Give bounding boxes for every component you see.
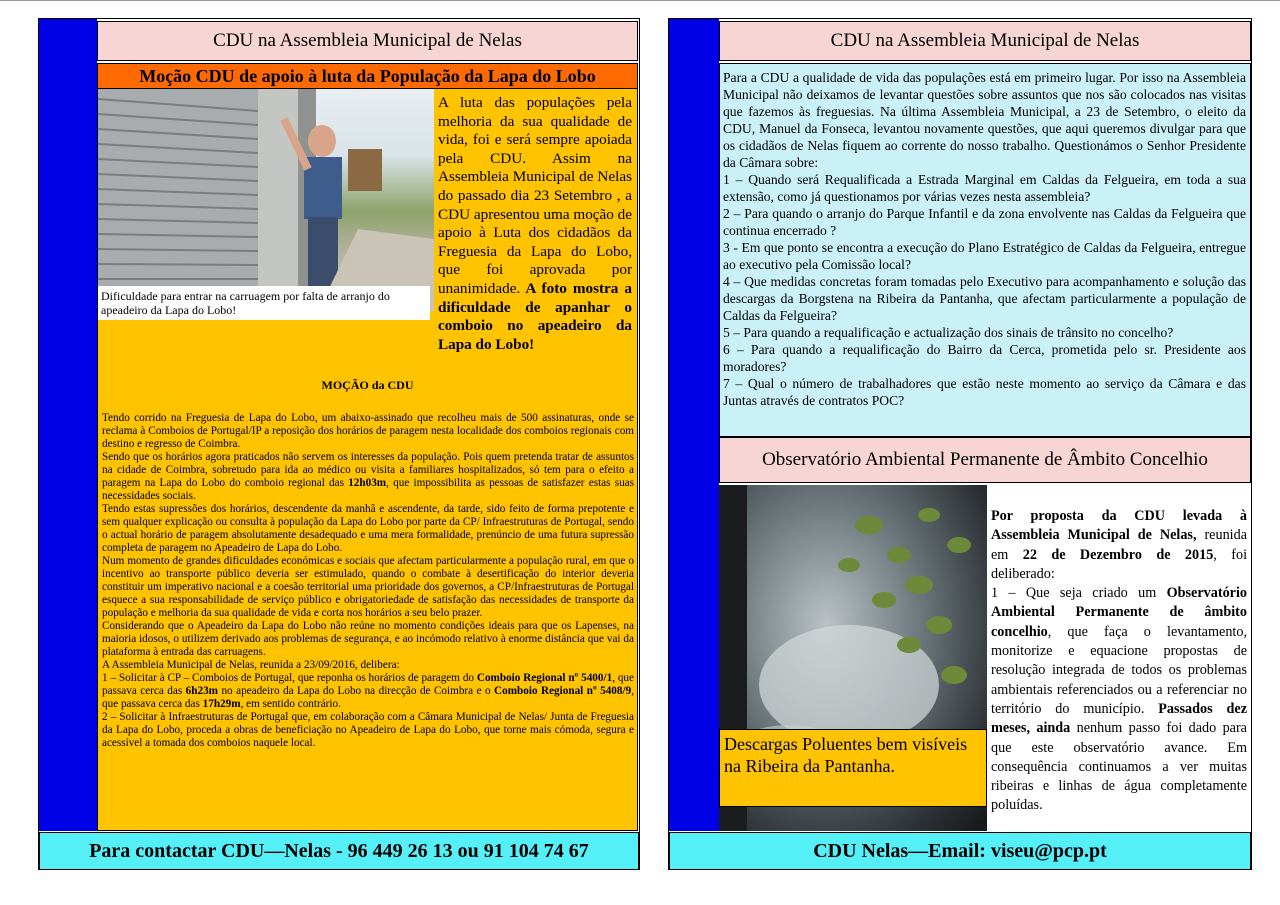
left-article <box>97 63 638 831</box>
motion-bold-text: 6h23m <box>185 685 218 697</box>
left-header-text: CDU na Assembleia Municipal de Nelas <box>213 30 522 51</box>
train-caption-text: Dificuldade para entrar na carruagem por falta de arranjo do apeadeiro da Lapa do Lobo! <box>101 289 390 317</box>
question-item: 7 – Qual o número de trabalhadores que estão neste momento ao serviço da Câmara e das Juntas através de contratos POC? <box>723 376 1246 408</box>
intro-text <box>438 94 632 354</box>
question-item: 6 – Para quando a requalificação do Bairro da Cerca, prometida pelo sr. Presidente aos moradores? <box>723 342 1246 374</box>
left-page <box>38 18 640 870</box>
motion-text: no apeadeiro da Lapa do Lobo na direcção de Coimbra e o <box>218 685 495 697</box>
motion-title-text: MOÇÃO da CDU <box>321 378 414 392</box>
motion-paragraph: A Assembleia Municipal de Nelas, reunida a 23/09/2016, delibera: <box>102 659 400 671</box>
motion-paragraph: Num momento de grandes dificuldades económicas e sociais que afectam particularmente a população rural, em que o incentivo ao transporte público deveria ser estimulado, quando o combate à desertificação do interior deveria constituir um imperativo nacional e a coesão territorial uma prioridade dos governos, a CP/Infraestruturas de Portugal esquece a sua responsabilidade de serviço público e obrigatoriedade de satisfação das necessidades de transporte da população e melhoria da sua qualidade de vida e corta nos horários a seu belo prazer. <box>102 555 634 619</box>
left-header <box>97 21 638 61</box>
river-photo-caption <box>719 729 987 807</box>
motion-body <box>102 412 634 750</box>
train-photo <box>98 89 434 311</box>
right-header-text: CDU na Assembleia Municipal de Nelas <box>830 30 1140 51</box>
motion-paragraph <box>102 451 634 503</box>
motion-headline-text: Moção CDU de apoio à luta da População da Lapa do Lobo <box>139 65 596 86</box>
right-blue-bar <box>669 19 719 831</box>
motion-text: , em sentido contrário. <box>240 698 341 710</box>
motion-paragraph: Tendo estas supressões dos horários, descendente da manhã e ascendente, da tarde, sido feito de forma prepotente e sem qualquer explicação ou consulta à população da Lapa do Lobo por parte da CP/ Infraestruturas de Portugal, sendo o actual horário de paragem absolutamente desadequado e uma mera formalidade, prenúncio de uma futura supressão completa de paragem no Apeadeiro de Lapa do Lobo. <box>102 503 634 554</box>
intro-text-bold: A foto mostra a dificuldade de apanhar o comboio no apeadeiro da Lapa do Lobo! <box>438 279 632 353</box>
intro-text-normal: A luta das populações pela melhoria da sua qualidade de vida, foi e será sempre apoiada pela CDU. Assim na Assembleia Municipal de Nelas do passado dia 23 Setembro , a CDU apresentou uma moção de apoio à Luta dos cidadãos da Freguesia da Lapa do Lobo, que foi aprovada por unanimidade. <box>438 94 633 297</box>
train-illustration <box>98 89 434 311</box>
motion-bold-text: 12h03m <box>348 477 387 489</box>
question-item: 4 – Que medidas concretas foram tomadas pelo Executivo para acompanhamento e solução das descargas da Borgstena na Ribeira da Pantanha, que afectam particularmente a população de Caldas da Felgueira? <box>723 274 1246 323</box>
motion-headline <box>98 64 637 89</box>
observatory-text-part: , foi deliberado: <box>991 546 1248 582</box>
question-item: 2 – Para quando o arranjo do Parque Infantil e da zona envolvente nas Caldas da Felgueira que continua encerrado ? <box>723 206 1246 238</box>
motion-item: 2 – Solicitar à Infraestruturas de Portugal que, em colaboração com a Câmara Municipal de Nelas/ Junta de Freguesia da Lapa do Lobo, proceda a obras de beneficiação no Apeadeiro de Lapa do Lobo, que torne mais cómoda, segura e acessível a tomada dos comboios naquele local. <box>102 711 634 749</box>
motion-text: Sendo que os horários agora praticados não servem os interesses da população. Pois quem pretenda tratar de assuntos na cidade de Coimbra, sobretudo para ida ao médico ou visita a familiares hospitalizados, só tem para o efeito a paragem na Lapa do Lobo do comboio regional das <box>102 451 634 489</box>
observatory-text-part: nenhum passo foi dado para que este observatório avance. Em consequência continuamos a ver muitas ribeiras e linhas de água completamente poluídas. <box>991 720 1247 814</box>
top-rule <box>0 0 1280 1</box>
motion-item <box>102 672 634 711</box>
observatory-bold-text: 22 de Dezembro de 2015 <box>1022 546 1214 563</box>
observatory-title-text: Observatório Ambiental Permanente de Âmbito Concelhio <box>762 449 1208 470</box>
observatory-text-part: 1 – Que seja criado um <box>991 585 1167 602</box>
right-footer-text: CDU Nelas—Email: viseu@pcp.pt <box>813 839 1107 862</box>
question-item: 3 - Em que ponto se encontra a execução do Plano Estratégico de Caldas da Felgueira, entregue ao executivo pela Comissão local? <box>723 240 1246 272</box>
right-header <box>719 21 1251 61</box>
motion-text: , que passava cerca das <box>102 685 634 710</box>
right-footer <box>669 832 1251 870</box>
observatory-bold-text: Por proposta da CDU levada à Assembleia Municipal de Nelas, <box>991 508 1247 544</box>
train-photo-caption <box>98 286 430 320</box>
motion-text: , que passava cerca das <box>102 672 634 697</box>
observatory-bold-text: Observatório Ambiental Permanente de âmbito concelhio <box>991 585 1247 640</box>
left-blue-bar <box>39 19 97 831</box>
observatory-text-part: , que faça o levantamento, monitorize e equacione propostas de resolução integrada de todos os problemas ambientais referenciados ou a referenciar no território do município. <box>991 623 1247 717</box>
observatory-text-part: reunida em <box>991 527 1247 563</box>
motion-title <box>98 378 637 393</box>
motion-bold-text: Comboio Regional nº 5400/1 <box>476 672 613 684</box>
motion-bold-text: Comboio Regional nº 5408/9 <box>494 685 632 697</box>
motion-text: , que impossibilita as pessoas de satisfazer estas suas necessidades sociais. <box>102 477 634 502</box>
left-footer <box>39 832 639 870</box>
left-footer-text: Para contactar CDU—Nelas - 96 449 26 13 ou 91 104 74 67 <box>89 839 589 862</box>
questions-intro: Para a CDU a qualidade de vida das populações está em primeiro lugar. Por isso na Assembleia Municipal não deixamos de levantar questões sobre assuntos que nos são colocados nas visitas que fazemos às freguesias. Na última Assembleia Municipal, a 23 de Setembro, o eleito da CDU, Manuel da Fonseca, levantou novamente questões, que aqui queremos divulgar para que os cidadãos de Nelas fiquem ao corrente do nosso trabalho. Questionámos o Senhor Presidente da Câmara sobre: <box>723 70 1246 170</box>
observatory-text <box>991 507 1247 816</box>
right-page <box>668 18 1252 870</box>
observatory-title <box>719 437 1251 483</box>
questions-box <box>719 63 1251 437</box>
motion-paragraph: Tendo corrido na Freguesia de Lapa do Lobo, um abaixo-assinado que recolheu mais de 500 assinaturas, onde se reclama à Comboios de Portugal/IP a reposição dos horários de paragem nesta localidade dos comboios regionais com destino e regresso de Coimbra. <box>102 412 634 450</box>
motion-paragraph: Considerando que o Apeadeiro da Lapa do Lobo não reúne no momento condições ideais para que os Lapenses, na maioria idosos, o utilizem derivado aos problemas de segurança, e ao incómodo relativo à enorme distância que vai da plataforma à entrada das carruagens. <box>102 620 634 658</box>
question-item: 1 – Quando será Requalificada a Estrada Marginal em Caldas da Felgueira, em toda a sua extensão, como já questionamos por várias vezes nesta assembleia? <box>723 172 1246 204</box>
motion-bold-text: 17h29m <box>202 698 241 710</box>
question-item: 5 – Para quando a requalificação e actualização dos sinais de trânsito no concelho? <box>723 325 1174 340</box>
motion-text: 1 – Solicitar à CP – Comboios de Portugal, que reponha os horários de paragem do <box>102 672 477 684</box>
river-caption-text: Descargas Poluentes bem visíveis na Ribeira da Pantanha. <box>724 734 968 776</box>
observatory-bold-text: Passados dez meses, ainda <box>991 700 1247 737</box>
